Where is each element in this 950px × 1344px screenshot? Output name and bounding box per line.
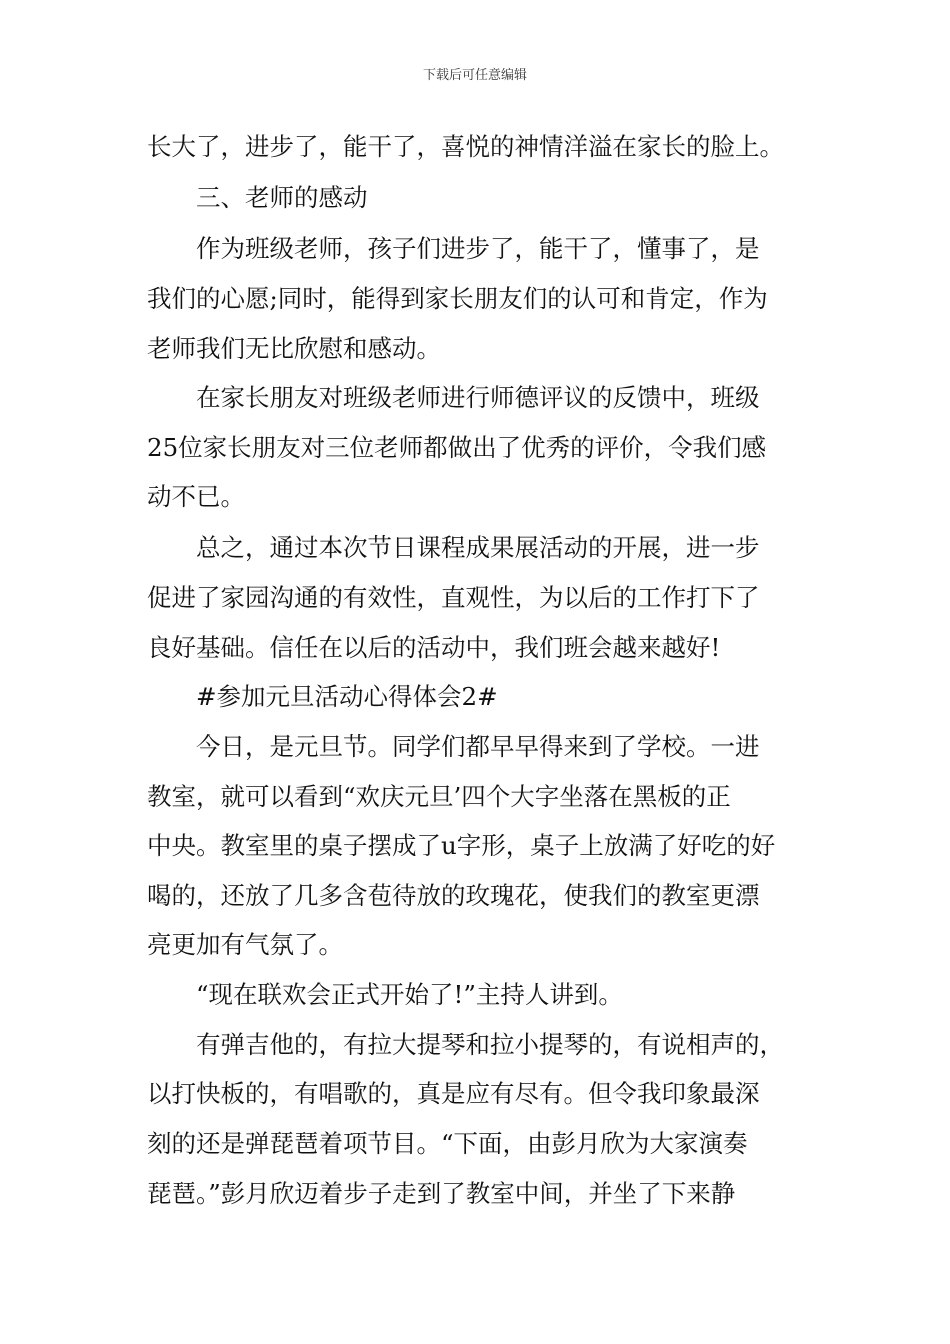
text-line: 有弹吉他的，有拉大提琴和拉小提琴的，有说相声的， xyxy=(196,1030,784,1059)
text-line: 总之，通过本次节日课程成果展活动的开展，进一步 xyxy=(196,533,760,562)
text-line: 中央。教室里的桌子摆成了u字形，桌子上放满了好吃的好 xyxy=(147,831,776,860)
text-line: 刻的还是弹琵琶着项节目。“下面，由彭月欣为大家演奏 xyxy=(147,1129,748,1158)
text-line: 动不已。 xyxy=(147,482,245,511)
text-line: 25位家长朋友对三位老师都做出了优秀的评价，令我们感 xyxy=(147,433,767,462)
text-line: 在家长朋友对班级老师进行师德评议的反馈中，班级 xyxy=(196,383,760,412)
text-line: 长大了，进步了，能干了，喜悦的神情洋溢在家长的脸上。 xyxy=(147,132,784,161)
text-line: 良好基础。信任在以后的活动中，我们班会越来越好! xyxy=(147,633,721,662)
text-line: 教室，就可以看到“欢庆元旦’四个大字坐落在黑板的正 xyxy=(147,782,731,811)
text-line: “现在联欢会正式开始了!”主持人讲到。 xyxy=(196,980,623,1009)
text-line: 今日，是元旦节。同学们都早早得来到了学校。一进 xyxy=(196,732,760,761)
section-heading: 三、老师的感动 xyxy=(196,183,368,212)
text-line: 老师我们无比欣慰和感动。 xyxy=(147,334,441,363)
article-heading: #参加元旦活动心得体会2# xyxy=(196,682,498,711)
text-line: 亮更加有气氛了。 xyxy=(147,930,343,959)
text-line: 作为班级老师，孩子们进步了，能干了，懂事了，是 xyxy=(196,234,760,263)
text-line: 以打快板的，有唱歌的，真是应有尽有。但令我印象最深 xyxy=(147,1079,760,1108)
text-line: 喝的，还放了几多含苞待放的玫瑰花，使我们的教室更漂 xyxy=(147,881,760,910)
text-line: 琵琶。”彭月欣迈着步子走到了教室中间，并坐了下来静 xyxy=(147,1179,736,1208)
text-line: 我们的心愿;同时，能得到家长朋友们的认可和肯定，作为 xyxy=(147,284,768,313)
page-header: 下载后可任意编辑 xyxy=(422,68,527,83)
text-line: 促进了家园沟通的有效性，直观性，为以后的工作打下了 xyxy=(147,583,760,612)
